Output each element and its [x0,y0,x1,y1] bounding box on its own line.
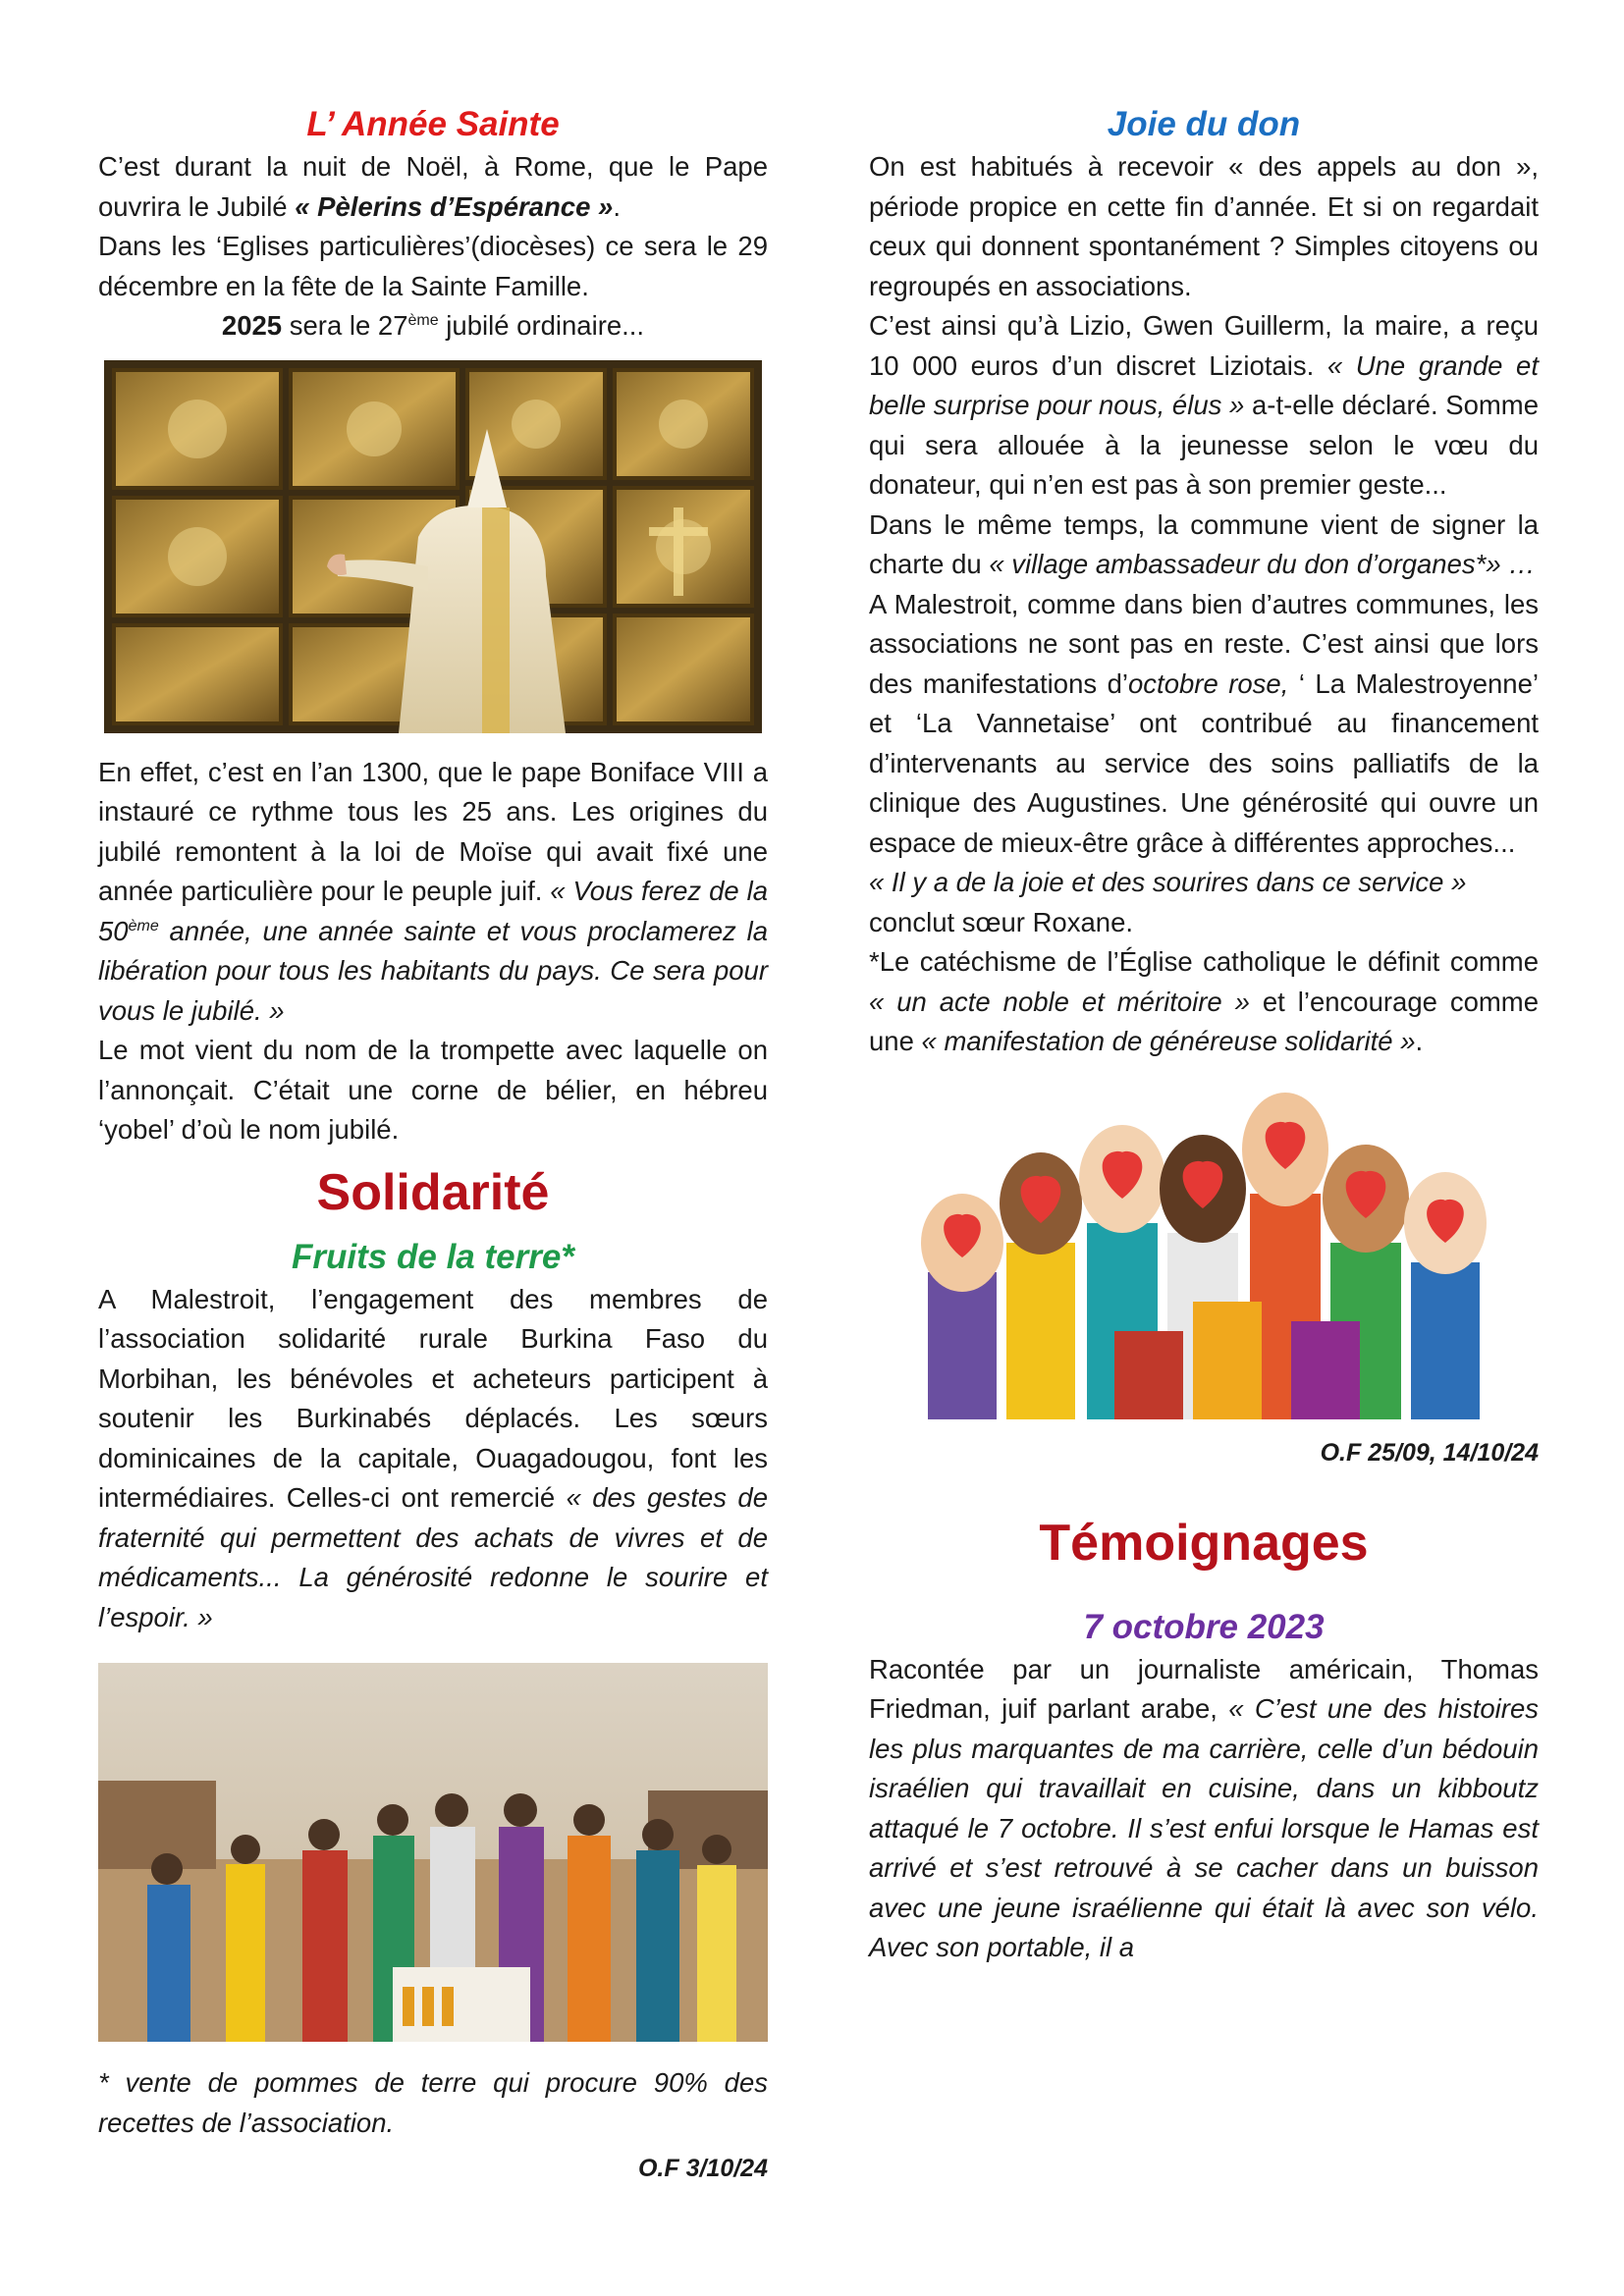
pope-holy-door-photo [104,360,762,733]
raised-hands-hearts-illustration [869,1076,1539,1419]
annee-sainte-title: L’ Année Sainte [306,105,560,143]
joie-p7: *Le catéchisme de l’Église catholique le définit comme « un acte noble et méritoire » et l’encourage comme une « manifestation de généreuse solidarité ». [869,946,1540,1056]
left-column [98,98,768,2183]
solidarite-p1: A Malestroit, l’engagement des membres de l’association solidarité rurale Burkina Faso du Morbihan, les bénévoles et acheteurs participent à soutenir les Burkinabés déplacés. Les sœurs dominicaines de la capitale, Ouagadougou, font les intermédiaires. Celles-ci ont remercié « des gestes de fraternité qui permettent des achats de vivres et de médicaments... La générosité redonne le sourire et l’espoir. » [98,1283,768,1632]
joie-source: O.F 25/09, 14/10/24 [1320,1438,1539,1467]
annee-p4: En effet, c’est en l’an 1300, que le pape Boniface VIII a instauré ce rythme tous les 25 ans. Les origines du jubilé remontent à la loi de Moïse qui avait fixé une année particulière pour le peuple juif. « Vous ferez de la 50ème année, une année sainte et vous proclamerez la libération pour tous les habitants du pays. Ce sera pour vous le jubilé. » [98,756,768,1026]
joie-p4: A Malestroit, comme dans bien d’autres communes, les associations ne sont pas en reste. C’est ainsi que lors des manifestations d’octobre rose, ‘ La Malestroyenne’ et ‘La Vannetaise’ ont contribué au financement d’intervenants au service des soins palliatifs de la clinique des Augustines. Une générosité qui ouvre un espace de mieux-être grâce à différentes approches... [869,588,1539,858]
joie-p2: C’est ainsi qu’à Lizio, Gwen Guillerm, la maire, a reçu 10 000 euros d’un discret Liziotais. « Une grande et belle surprise pour nous, élus » a-t-elle déclaré. Somme qui sera allouée à la jeunesse selon le vœu du donateur, qui n’en est pas à son premier geste... [869,310,1540,500]
temoignages-subtitle: 7 octobre 2023 [1083,1607,1325,1646]
annee-p2: Dans les ‘Eglises particulières’(diocèses) ce sera le 29 décembre en la fête de la Sainte Famille. [98,231,768,301]
solidarite-title: Solidarité [316,1163,550,1221]
annee-p1: C’est durant la nuit de Noël, à Rome, que le Pape ouvrira le Jubilé « Pèlerins d’Espérance ». [98,151,768,222]
joie-du-don-title: Joie du don [1107,105,1301,143]
burkina-group-photo [98,1663,768,2042]
joie-p1: On est habitués à recevoir « des appels au don », période propice en cette fin d’année. Et si on regardait ceux qui donnent spontanément ? Simples citoyens ou regroupés en associations. [869,151,1539,301]
fruits-subtitle: Fruits de la terre* [292,1237,574,1276]
solidarite-footnote: * vente de pommes de terre qui procure 90% des recettes de l’association. [98,2067,768,2138]
joie-p5: « Il y a de la joie et des sourires dans ce service » [869,867,1467,897]
temoignages-title: Témoignages [1039,1514,1369,1572]
joie-p6: conclut sœur Roxane. [869,906,1133,937]
temoignages-p1: Racontée par un journaliste américain, Thomas Friedman, juif parlant arabe, « C’est une des histoires les plus marquantes de ma carrière, celle d’un bédouin israélien qui travaillait en cuisine, dans un kibboutz attaqué le 7 octobre. Il s’est enfui lorsque le Hamas est arrivé et s’est retrouvé à se cacher dans un buisson avec une jeune israélienne qui était là avec son vélo. Avec son portable, il a [869,1653,1539,1962]
joie-p3: Dans le même temps, la commune vient de signer la charte du « village ambassadeur du don d’organes*» … [869,508,1539,579]
solidarite-source: O.F 3/10/24 [637,2155,768,2182]
right-column [869,98,1539,1968]
annee-p3: 2025 sera le 27ème jubilé ordinaire... [221,310,645,341]
annee-p5: Le mot vient du nom de la trompette avec laquelle on l’annonçait. C’était une corne de bélier, en hébreu ‘yobel’ d’où le nom jubilé. [98,1035,768,1145]
